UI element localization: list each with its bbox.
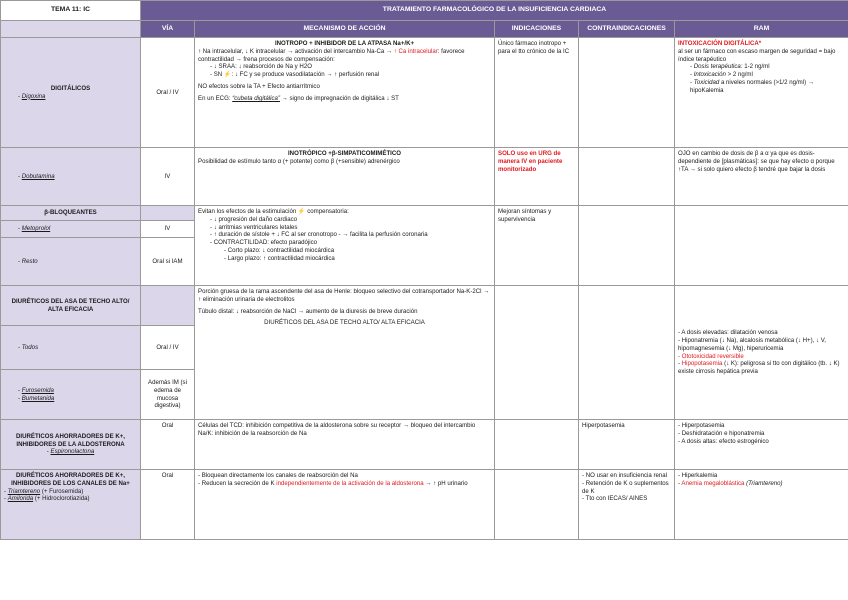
ind-dobutamina: SOLO uso en URG de manera IV en paciente monitorizado [495,148,579,206]
row-resto-label: - Resto [1,238,141,286]
ind-digitalicos: Único fármaco inotropo + para el tto crónico de la IC [495,38,579,148]
row-asa-label: DIURÉTICOS DEL ASA DE TECHO ALTO/ ALTA EFICACIA [1,286,141,326]
drug-dobutamina: Dobutamina [21,172,55,180]
header-blank [1,21,141,38]
mech-dobutamina: INOTRÓPICO +β-SIMPATICOMIMÉTICO Posibilidad de estímulo tanto α (+ potente) como β (+sensible) adrenérgico [195,148,495,206]
col-mecanismo: MECANISMO DE ACCIÓN [195,21,495,38]
drug-bumetanida: Bumetanida [21,394,55,402]
via-resto: Oral si IAM [141,238,195,286]
ind-asa [495,286,579,420]
row-metoprolol-label: - Metoprolol [1,221,141,238]
via-digoxina: Oral / IV [141,38,195,148]
ram-asa: - A dosis elevadas: dilatación venosa - Hiponatremia (↓ Na), alcalosis metabólica (↓ H+), ↓ V, hipomagnesemia (↓ Mg), hiperuricemia - Ototoxicidad reversible - Hipopotasemia (↓ K): peligrosa si tto con digitálico (tb. ↓ K) existe cirrosis hepática previa [675,286,848,420]
drug-resto: Resto [21,257,38,265]
ind-ahorr1 [495,420,579,470]
mech-beta: Evitan los efectos de la estimulación ⚡ compensatoria: - ↓ progresión del daño cardiaco - ↓ arritmias ventriculares letales - ↑ duración de sístole + ↓ FC al ser cronotropo - → facilita la perfusión coronaria - CONTRACTILIDAD: efecto paradójico - Corto plazo: ↓ contractilidad miocárdica - Largo plazo: ↑ contractilidad miocárdica [195,206,495,286]
via-furosemida: Además IM (si edema de mucosa digestiva) [141,370,195,420]
contra-beta [579,206,675,286]
row-ahorr2-label: DIURÉTICOS AHORRADORES DE K+, INHIBIDORES DE LOS CANALES DE Na+ - Triamtereno (+ Furosemida) - Amilorida (+ Hidroclorotiazida) [1,470,141,540]
contra-ahorr1: Hiperpotasemia [579,420,675,470]
contra-digitalicos [579,38,675,148]
drug-metoprolol: Metoprolol [21,225,51,233]
ind-beta: Mejoran síntomas y supervivencia [495,206,579,286]
drug-digoxina: Digoxina [21,92,46,100]
drug-furosemida: Furosemida [21,386,54,394]
via-dobutamina: IV [141,148,195,206]
row-digitalicos-label: DIGITÁLICOS - Digoxina [1,38,141,148]
ram-digitalicos: INTOXICACIÓN DIGITÁLICA* al ser un fármaco con escaso margen de seguridad = bajo índice terapéutico - Dosis terapéutica: 1-2 ng/ml - Intoxicación > 2 ng/ml - Toxicidad a niveles normales (>1/2 ng/ml) → hipoKalemia [675,38,848,148]
mech-digitalicos: INOTROPO + INHIBIDOR DE LA ATPASA Na+/K+ ↑ Na intracelular, ↓ K intracelular → activación del intercambio Na-Ca → ↑ Ca intracelular: favorece contractilidad → frena procesos de compensación: - ↓ SRAA: ↓ reabsorción de Na y H2O - SN ⚡: ↓ FC y se produce vasodilatación → ↑ perfusión renal NO efectos sobre la TA + Efecto antiarrítmico En un ECG: “cubeta digitálica” → signo de impregnación de digitálica ↓ ST [195,38,495,148]
ind-ahorr2 [495,470,579,540]
via-ahorr2: Oral [141,470,195,540]
row-ahorr1-label: DIURÉTICOS AHORRADORES DE K+, INHIBIDORES DE LA ALDOSTERONA - Espironolactona [1,420,141,470]
row-todos-label: - Todos [1,326,141,370]
drug-todos: Todos [21,343,39,351]
row-furosemida-label: - Furosemida - Bumetanida [1,370,141,420]
drug-triamtereno: Triamtereno [7,487,41,495]
row-beta-label: β-BLOQUEANTES [1,206,141,221]
col-ram: RAM [675,21,848,38]
mech-ahorr1: Células del TCD: inhibición competitiva de la aldosterona sobre su receptor → bloqueo del intercambio Na/K: inhibición de la reabsorción de Na [195,420,495,470]
mech-asa: Porción gruesa de la rama ascendente del asa de Henle: bloqueo selectivo del cotransportador Na-K-2Cl → ↑ eliminación urinaria de electrolitos Túbulo distal: ↓ reabsorción de NaCl → aumento de la diuresis de breve duración DIURÉTICOS DEL ASA DE TECHO ALTO/ ALTA EFICACIA [195,286,495,420]
table-title: TRATAMIENTO FARMACOLÓGICO DE LA INSUFICIENCIA CARDIACA [141,1,848,21]
contra-ahorr2: - NO usar en insuficiencia renal - Retención de K o suplementos de K - Tto con IECAS/ AINES [579,470,675,540]
drug-espironolactona: Espironolactona [50,448,95,456]
ram-ahorr2: - Hiperkalemia - Anemia megaloblástica (Triamtereno) [675,470,848,540]
col-indicaciones: INDICACIONES [495,21,579,38]
via-metoprolol: IV [141,221,195,238]
drug-amilorida: Amilorida [7,495,34,503]
via-todos: Oral / IV [141,326,195,370]
col-contraindicaciones: CONTRAINDICACIONES [579,21,675,38]
contra-dobutamina [579,148,675,206]
topic-title: TEMA 11: IC [1,1,141,21]
mech-ahorr2: - Bloquean directamente los canales de reabsorción del Na - Reducen la secreción de K independientemente de la activación de la aldosterona → ↑ pH urinario [195,470,495,540]
ram-dobutamina: OJO en cambio de dosis de β a α ya que es dosis-dependiente de [plasmáticas]: se que hay efecto α porque ↑TA → si solo quiero efecto β tendré que bajar la dosis [675,148,848,206]
via-espironolactona: Oral [141,420,195,470]
col-via: VÍA [141,21,195,38]
ram-beta [675,206,848,286]
contra-asa [579,286,675,420]
ram-ahorr1: - Hiperpotasemia - Deshidratación e hiponatremia - A dosis altas: efecto estrogénico [675,420,848,470]
row-dobutamina-label: - Dobutamina [1,148,141,206]
